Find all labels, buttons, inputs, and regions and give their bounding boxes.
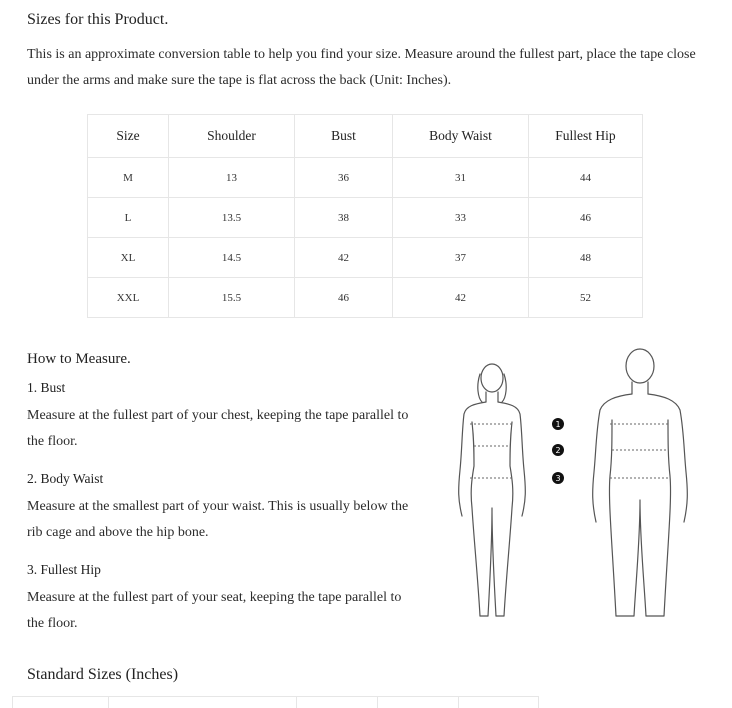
cell-shoulder: 13 [169,158,295,198]
step-body-waist-title: 2. Body Waist [27,471,104,486]
standard-sizes-heading: Standard Sizes (Inches) [27,666,179,683]
cell-bust: 46 [295,278,393,318]
cell-fullest-hip: 46 [529,198,643,238]
page-title: Sizes for this Product. [27,11,169,28]
cell-size: XL [88,238,169,278]
cell-body-waist: 31 [393,158,529,198]
step-body-waist-description: Measure at the smallest part of your waist. This is usually below the rib cage and above the hip bone. [27,499,409,540]
table-header-row [88,115,643,158]
standard-sizes-column [12,697,108,708]
header-shoulder: Shoulder [169,115,295,158]
size-table [87,114,643,318]
table-row [88,278,643,318]
marker-3: 3 [555,474,561,483]
female-figure-icon [459,364,526,616]
header-body-waist: Body Waist [393,115,529,158]
cell-shoulder: 13.5 [169,198,295,238]
male-figure-icon [593,349,688,616]
step-bust-description: Measure at the fullest part of your chest, keeping the tape parallel to the floor. [27,408,409,449]
table-row [88,158,643,198]
cell-bust: 38 [295,198,393,238]
step-fullest-hip-description: Measure at the fullest part of your seat, keeping the tape parallel to the floor. [27,590,402,631]
cell-fullest-hip: 44 [529,158,643,198]
cell-body-waist: 37 [393,238,529,278]
cell-body-waist: 33 [393,198,529,238]
table-row [88,198,643,238]
cell-fullest-hip: 52 [529,278,643,318]
standard-sizes-column [108,697,296,708]
table-row [88,238,643,278]
how-to-measure-heading: How to Measure. [27,351,131,367]
standard-sizes-column [296,697,377,708]
step-bust-title: 1. Bust [27,380,66,395]
cell-fullest-hip: 48 [529,238,643,278]
marker-2: 2 [555,446,561,455]
header-fullest-hip: Fullest Hip [529,115,643,158]
cell-size: XXL [88,278,169,318]
cell-size: L [88,198,169,238]
header-size: Size [88,115,169,158]
marker-1: 1 [555,420,561,429]
cell-size: M [88,158,169,198]
step-fullest-hip-title: 3. Fullest Hip [27,562,101,577]
standard-sizes-column [458,697,539,708]
cell-shoulder: 14.5 [169,238,295,278]
standard-sizes-table [12,696,539,708]
intro-text: This is an approximate conversion table to help you find your size. Measure around the fullest part, place the tape close under the arms and make sure the tape is flat across the back (Unit: Inches). [27,47,696,88]
header-bust: Bust [295,115,393,158]
measurement-figure-illustration [440,340,710,630]
cell-shoulder: 15.5 [169,278,295,318]
cell-body-waist: 42 [393,278,529,318]
cell-bust: 36 [295,158,393,198]
cell-bust: 42 [295,238,393,278]
standard-sizes-column [377,697,458,708]
